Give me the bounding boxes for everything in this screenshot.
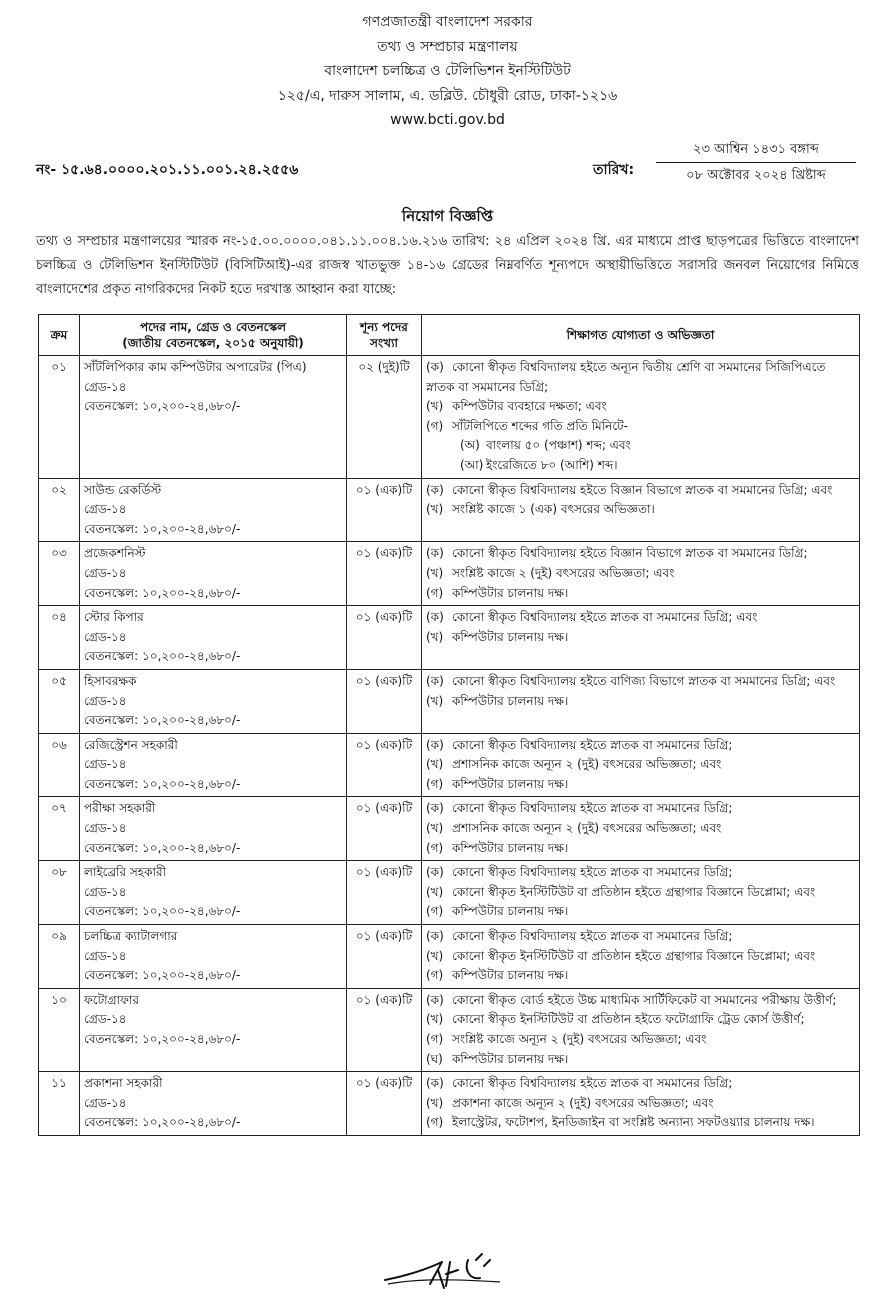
qualification-marker: (খ) <box>426 693 444 708</box>
qualification-text: কোনো স্বীকৃত বিশ্ববিদ্যালয় হইতে বাণিজ্য বিভাগে স্নাতক বা সমমানের ডিগ্রি; এবং <box>452 673 836 688</box>
date-bangla: ২৩ আশ্বিন ১৪৩১ বঙ্গাব্দ <box>656 138 856 163</box>
qualification-item <box>426 799 855 819</box>
letterhead <box>0 10 895 133</box>
row-serial: ০৫ <box>39 669 80 733</box>
qualification-item <box>426 927 855 947</box>
row-vacancy-count: ০১ (এক)টি <box>347 861 422 925</box>
qualification-text: কোনো স্বীকৃত বিশ্ববিদ্যালয় হইতে স্নাতক বা সমমানের ডিগ্রি; <box>452 801 733 816</box>
row-scale: বেতনস্কেল: ১০,২০০-২৪,৬৮০/- <box>84 840 241 855</box>
qualification-item <box>426 692 855 712</box>
qualification-marker: (খ) <box>426 399 444 414</box>
row-vacancy-count: ০১ (এক)টি <box>347 542 422 606</box>
qualification-text: সংশ্লিষ্ট কাজে ২ (দুই) বৎসরের অভিজ্ঞতা; এবং <box>452 565 675 580</box>
header-post-title: পদের নাম, গ্রেড ও বেতনস্কেল <box>139 320 287 334</box>
qualification-text: কম্পিউটার চালনায় দক্ষ। <box>452 629 569 644</box>
qualification-text: প্রশাসনিক কাজে অন্যূন ২ (দুই) বৎসরের অভিজ্ঞতা; এবং <box>452 757 722 772</box>
notice-title: নিয়োগ বিজ্ঞপ্তি <box>401 207 494 225</box>
row-qualification-cell <box>422 733 860 797</box>
institute-website[interactable]: www.bcti.gov.bd <box>390 112 505 128</box>
qualification-item <box>426 417 855 437</box>
row-qualification-cell <box>422 356 860 479</box>
row-grade: গ্রেড-১৪ <box>84 629 127 644</box>
table-row <box>39 733 860 797</box>
row-serial: ০৬ <box>39 733 80 797</box>
qualification-marker: (গ) <box>426 418 444 433</box>
row-post: চলচ্চিত্র ক্যাটালগার <box>84 929 178 944</box>
qualification-text: কোনো স্বীকৃত ইনস্টিটিউট বা প্রতিষ্ঠান হইতে গ্রন্থাগার বিজ্ঞানে ডিপ্লোমা; এবং <box>452 948 816 963</box>
qualification-text: কম্পিউটার চালনায় দক্ষ। <box>452 693 569 708</box>
row-qualification-cell <box>422 988 860 1071</box>
header-vacancy-count: শূন্য পদের সংখ্যা <box>347 315 422 356</box>
row-scale: বেতনস্কেল: ১০,২০০-২৪,৬৮০/- <box>84 713 241 728</box>
qualification-item <box>426 1050 855 1070</box>
qualification-marker: (গ) <box>426 968 444 983</box>
qualification-marker: (গ) <box>426 585 444 600</box>
row-scale: বেতনস্কেল: ১০,২০০-২৪,৬৮০/- <box>84 649 241 664</box>
row-vacancy-count: ০১ (এক)টি <box>347 478 422 542</box>
row-post-cell <box>80 925 347 989</box>
qualification-text: সংশ্লিষ্ট কাজে ১ (এক) বৎসরের অভিজ্ঞতা। <box>452 502 655 517</box>
table-row <box>39 925 860 989</box>
row-vacancy-count: ০১ (এক)টি <box>347 797 422 861</box>
table-row <box>39 669 860 733</box>
notice-intro: তথ্য ও সম্প্রচার মন্ত্রণালয়ের স্মারক নং-১৫.০০.০০০০.০৪১.১১.০০৪.১৬.২১৬ তারিখ: ২৪ এপ্রিল ২০২৪ খ্রি. এর মাধ্যমে প্রাপ্ত ছাড়পত্রের ভিত্তিতে বাংলাদেশ চলচ্চিত্র ও টেলিভিশন ইনস্টিটিউট (বিসিটিআই)-এর রাজস্ব খাতভুক্ত ১৪-১৬ গ্রেডের নিম্নবর্ণিত শূন্যপদে অস্থায়ীভিত্তিতে সরাসরি জনবল নিয়োগের নিমিত্তে বাংলাদেশের প্রকৃত নাগরিকদের নিকট হতে দরখাস্ত আহ্বান করা যাচ্ছে: <box>36 234 859 297</box>
qualification-text: কোনো স্বীকৃত বিশ্ববিদ্যালয় হইতে স্নাতক বা সমমানের ডিগ্রি; <box>452 865 733 880</box>
row-serial: ০৪ <box>39 606 80 670</box>
qualification-text: কোনো স্বীকৃত বিশ্ববিদ্যালয় হইতে স্নাতক বা সমমানের ডিগ্রি; <box>452 1076 733 1091</box>
qualification-marker: (খ) <box>426 629 444 644</box>
row-post: স্টোর কিপার <box>84 610 144 625</box>
qualification-marker: (ক) <box>426 992 444 1007</box>
row-grade: গ্রেড-১৪ <box>84 1012 127 1027</box>
qualification-marker: (ক) <box>426 1076 444 1091</box>
qualification-marker: (ক) <box>426 929 444 944</box>
row-post-cell <box>80 1072 347 1136</box>
qualification-marker: (খ) <box>426 884 444 899</box>
row-post-cell <box>80 478 347 542</box>
institute-name: বাংলাদেশ চলচ্চিত্র ও টেলিভিশন ইনস্টিটিউট <box>324 63 571 79</box>
government-name: গণপ্রজাতন্ত্রী বাংলাদেশ সরকার <box>362 14 533 30</box>
row-vacancy-count: ০১ (এক)টি <box>347 1072 422 1136</box>
qualification-marker: (খ) <box>426 1095 444 1110</box>
qualification-item <box>426 397 855 417</box>
table-row <box>39 356 860 479</box>
date-block <box>656 138 856 187</box>
row-serial: ০৭ <box>39 797 80 861</box>
row-post-cell <box>80 988 347 1071</box>
qualification-marker: (গ) <box>426 776 444 791</box>
qualification-item <box>426 883 855 903</box>
row-serial: ০৯ <box>39 925 80 989</box>
ministry-name: তথ্য ও সম্প্রচার মন্ত্রণালয় <box>377 38 518 55</box>
row-qualification-cell <box>422 861 860 925</box>
qualification-text: কম্পিউটার চালনায় দক্ষ। <box>452 776 569 791</box>
row-scale: বেতনস্কেল: ১০,২০০-২৪,৬৮০/- <box>84 1115 241 1130</box>
qualification-item <box>426 628 855 648</box>
row-serial: ০৮ <box>39 861 80 925</box>
row-vacancy-count: ০২ (দুই)টি <box>347 356 422 479</box>
qualification-marker: (গ) <box>426 1032 444 1046</box>
qualification-marker: (গ) <box>426 904 444 919</box>
qualification-text: কোনো স্বীকৃত বিশ্ববিদ্যালয় হইতে বিজ্ঞান বিভাগে স্নাতক বা সমমানের ডিগ্রি; এবং <box>452 482 833 497</box>
qualification-item <box>426 736 855 756</box>
qualification-item <box>426 966 855 986</box>
header-post <box>80 315 347 356</box>
row-grade: গ্রেড-১৪ <box>84 565 127 580</box>
row-vacancy-count: ০১ (এক)টি <box>347 733 422 797</box>
qualification-marker: (খ) <box>426 821 444 836</box>
row-vacancy-count: ০১ (এক)টি <box>347 988 422 1071</box>
row-grade: গ্রেড-১৪ <box>84 948 127 963</box>
qualification-marker: (আ) <box>460 457 484 472</box>
row-post: প্রজেকশনিস্ট <box>84 546 146 561</box>
date-label: তারিখ: <box>593 162 635 178</box>
qualification-marker: (গ) <box>426 1115 444 1130</box>
qualification-marker: (খ) <box>426 502 444 517</box>
table-row <box>39 988 860 1071</box>
row-scale: বেতনস্কেল: ১০,২০০-২৪,৬৮০/- <box>84 904 241 919</box>
qualification-marker: (খ) <box>426 948 444 963</box>
qualification-item <box>426 1030 855 1050</box>
qualification-marker: (খ) <box>426 565 444 580</box>
row-serial: ১১ <box>39 1072 80 1136</box>
qualification-item <box>426 481 855 501</box>
table-row <box>39 1072 860 1136</box>
qualification-text: কম্পিউটার চালনায় দক্ষ। <box>452 585 569 600</box>
row-post: সাউন্ড রেকর্ডিস্ট <box>84 482 162 497</box>
qualification-item <box>426 358 855 397</box>
row-scale: বেতনস্কেল: ১০,২০০-২৪,৬৮০/- <box>84 399 241 414</box>
qualification-item <box>426 436 855 456</box>
row-qualification-cell <box>422 478 860 542</box>
qualification-item <box>426 755 855 775</box>
row-qualification-cell <box>422 606 860 670</box>
header-post-subtitle: (জাতীয় বেতনস্কেল, ২০১৫ অনুযায়ী) <box>122 336 304 350</box>
table-row <box>39 542 860 606</box>
row-post-cell <box>80 797 347 861</box>
row-scale: বেতনস্কেল: ১০,২০০-২৪,৬৮০/- <box>84 968 241 983</box>
row-post: পরীক্ষা সহকারী <box>84 801 156 816</box>
row-grade: গ্রেড-১৪ <box>84 821 127 836</box>
qualification-text: কম্পিউটার চালনায় দক্ষ। <box>452 968 569 983</box>
row-serial: ০৩ <box>39 542 80 606</box>
row-grade: গ্রেড-১৪ <box>84 757 127 772</box>
qualification-item <box>426 500 855 520</box>
qualification-item <box>426 456 855 476</box>
qualification-item <box>426 1010 855 1030</box>
row-qualification-cell <box>422 1072 860 1136</box>
qualification-marker: (ক) <box>426 360 444 374</box>
row-post: হিসাবরক্ষক <box>84 673 137 688</box>
qualification-text: ইলাস্ট্রেটর, ফটোশপ, ইনডিজাইন বা সংশ্লিষ্ট অন্যান্য সফটওয়্যার চালনায় দক্ষ। <box>452 1115 815 1130</box>
qualification-text: কোনো স্বীকৃত বিশ্ববিদ্যালয় হইতে বিজ্ঞান বিভাগে স্নাতক বা সমমানের ডিগ্রি; <box>452 546 808 561</box>
table-row <box>39 861 860 925</box>
row-grade: গ্রেড-১৪ <box>84 884 127 899</box>
row-vacancy-count: ০১ (এক)টি <box>347 669 422 733</box>
qualification-item <box>426 1074 855 1094</box>
row-scale: বেতনস্কেল: ১০,২০০-২৪,৬৮০/- <box>84 1032 241 1046</box>
qualification-text: কোনো স্বীকৃত ইনস্টিটিউট বা প্রতিষ্ঠান হইতে ফটোগ্রাফি ট্রেড কোর্স উত্তীর্ণ; <box>452 1012 805 1027</box>
qualification-marker: (খ) <box>426 1012 444 1027</box>
row-serial: ০১ <box>39 356 80 479</box>
header-serial: ক্রম <box>39 315 80 356</box>
table-header-row <box>39 315 860 356</box>
row-post: সাঁটলিপিকার কাম কম্পিউটার অপারেটর (পিএ) <box>84 360 307 374</box>
qualification-text: কোনো স্বীকৃত বিশ্ববিদ্যালয় হইতে স্নাতক বা সমমানের ডিগ্রি; এবং <box>452 610 758 625</box>
memo-number: নং- ১৫.৬৪.০০০০.২০১.১১.০০১.২৪.২৫৫৬ <box>36 162 299 178</box>
row-post-cell <box>80 606 347 670</box>
row-post-cell <box>80 542 347 606</box>
qualification-text: কোনো স্বীকৃত বিশ্ববিদ্যালয় হইতে স্নাতক বা সমমানের ডিগ্রি; <box>452 929 733 944</box>
qualification-marker: (ক) <box>426 482 444 497</box>
qualification-marker: (অ) <box>460 438 480 453</box>
signature-icon <box>380 1240 520 1300</box>
row-grade: গ্রেড-১৪ <box>84 379 127 394</box>
row-qualification-cell <box>422 797 860 861</box>
qualification-item <box>426 819 855 839</box>
row-qualification-cell <box>422 542 860 606</box>
qualification-item <box>426 863 855 883</box>
qualification-marker: (ক) <box>426 865 444 880</box>
table-row <box>39 478 860 542</box>
qualification-item <box>426 839 855 859</box>
row-grade: গ্রেড-১৪ <box>84 1095 127 1110</box>
qualification-text: প্রশাসনিক কাজে অন্যূন ২ (দুই) বৎসরের অভিজ্ঞতা; এবং <box>452 821 722 836</box>
qualification-item <box>426 902 855 922</box>
qualification-marker: (ক) <box>426 737 444 752</box>
qualification-text: ইংরেজিতে ৮০ (আশি) শব্দ। <box>486 457 618 472</box>
row-grade: গ্রেড-১৪ <box>84 502 127 517</box>
row-qualification-cell <box>422 669 860 733</box>
qualification-marker: (ঘ) <box>426 1051 443 1066</box>
row-post: প্রকাশনা সহকারী <box>84 1076 163 1091</box>
row-post-cell <box>80 669 347 733</box>
row-post: ফটোগ্রাফার <box>84 992 139 1007</box>
row-grade: গ্রেড-১৪ <box>84 693 127 708</box>
qualification-text: কম্পিউটার ব্যবহারে দক্ষতা; এবং <box>452 399 607 414</box>
qualification-text: কোনো স্বীকৃত ইনস্টিটিউট বা প্রতিষ্ঠান হইতে গ্রন্থাগার বিজ্ঞানে ডিপ্লোমা; এবং <box>452 884 816 899</box>
table-row <box>39 797 860 861</box>
qualification-marker: (গ) <box>426 840 444 855</box>
qualification-item <box>426 947 855 967</box>
qualification-text: সাঁটলিপিতে শব্দের গতি প্রতি মিনিটে- <box>452 418 629 433</box>
qualification-text: কম্পিউটার চালনায় দক্ষ। <box>452 904 569 919</box>
date-english: ০৮ অক্টোবর ২০২৪ খ্রিষ্টাব্দ <box>686 168 826 183</box>
row-post: লাইব্রেরি সহকারী <box>84 865 167 880</box>
row-scale: বেতনস্কেল: ১০,২০০-২৪,৬৮০/- <box>84 585 241 600</box>
row-post-cell <box>80 356 347 479</box>
vacancy-table <box>38 314 860 1136</box>
qualification-item <box>426 544 855 564</box>
row-post-cell <box>80 733 347 797</box>
qualification-text: বাংলায় ৫০ (পঞ্চাশ) শব্দ; এবং <box>486 438 631 453</box>
qualification-marker: (ক) <box>426 801 444 816</box>
row-vacancy-count: ০১ (এক)টি <box>347 925 422 989</box>
qualification-text: কম্পিউটার চালনায় দক্ষ। <box>452 840 569 855</box>
row-post: রেজিস্ট্রেশন সহকারী <box>84 737 178 752</box>
qualification-item <box>426 608 855 628</box>
qualification-marker: (ক) <box>426 546 444 561</box>
qualification-item <box>426 1113 855 1133</box>
qualification-item <box>426 1094 855 1114</box>
row-post-cell <box>80 861 347 925</box>
qualification-marker: (ক) <box>426 610 444 625</box>
table-row <box>39 606 860 670</box>
qualification-item <box>426 775 855 795</box>
row-serial: ০২ <box>39 478 80 542</box>
qualification-marker: (খ) <box>426 757 444 772</box>
qualification-text: কোনো স্বীকৃত বিশ্ববিদ্যালয় হইতে অন্যূন দ্বিতীয় শ্রেণি বা সমমানের সিজিপিএতে স্নাতক বা সমমানের ডিগ্রি; <box>426 360 826 394</box>
institute-address: ১২৫/এ, দারুস সালাম, এ. ডব্লিউ. চৌধুরী রোড, ঢাকা-১২১৬ <box>277 87 618 104</box>
row-vacancy-count: ০১ (এক)টি <box>347 606 422 670</box>
qualification-text: কম্পিউটার চালনায় দক্ষ। <box>452 1051 569 1066</box>
qualification-item <box>426 991 855 1011</box>
qualification-item <box>426 672 855 692</box>
qualification-text: সংশ্লিষ্ট কাজে অন্যূন ২ (দুই) বৎসরের অভিজ্ঞতা; এবং <box>452 1032 707 1046</box>
qualification-item <box>426 584 855 604</box>
qualification-text: কোনো স্বীকৃত বোর্ড হইতে উচ্চ মাধ্যমিক সার্টিফিকেট বা সমমানের পরীক্ষায় উত্তীর্ণ; <box>452 992 837 1007</box>
qualification-text: প্রকাশনা কাজে অন্যূন ২ (দুই) বৎসরের অভিজ্ঞতা; এবং <box>452 1095 714 1110</box>
header-qualification: শিক্ষাগত যোগ্যতা ও অভিজ্ঞতা <box>422 315 860 356</box>
row-qualification-cell <box>422 925 860 989</box>
qualification-text: কোনো স্বীকৃত বিশ্ববিদ্যালয় হইতে স্নাতক বা সমমানের ডিগ্রি; <box>452 737 733 752</box>
row-scale: বেতনস্কেল: ১০,২০০-২৪,৬৮০/- <box>84 521 241 536</box>
row-scale: বেতনস্কেল: ১০,২০০-২৪,৬৮০/- <box>84 776 241 791</box>
qualification-item <box>426 564 855 584</box>
qualification-marker: (ক) <box>426 673 444 688</box>
row-serial: ১০ <box>39 988 80 1071</box>
